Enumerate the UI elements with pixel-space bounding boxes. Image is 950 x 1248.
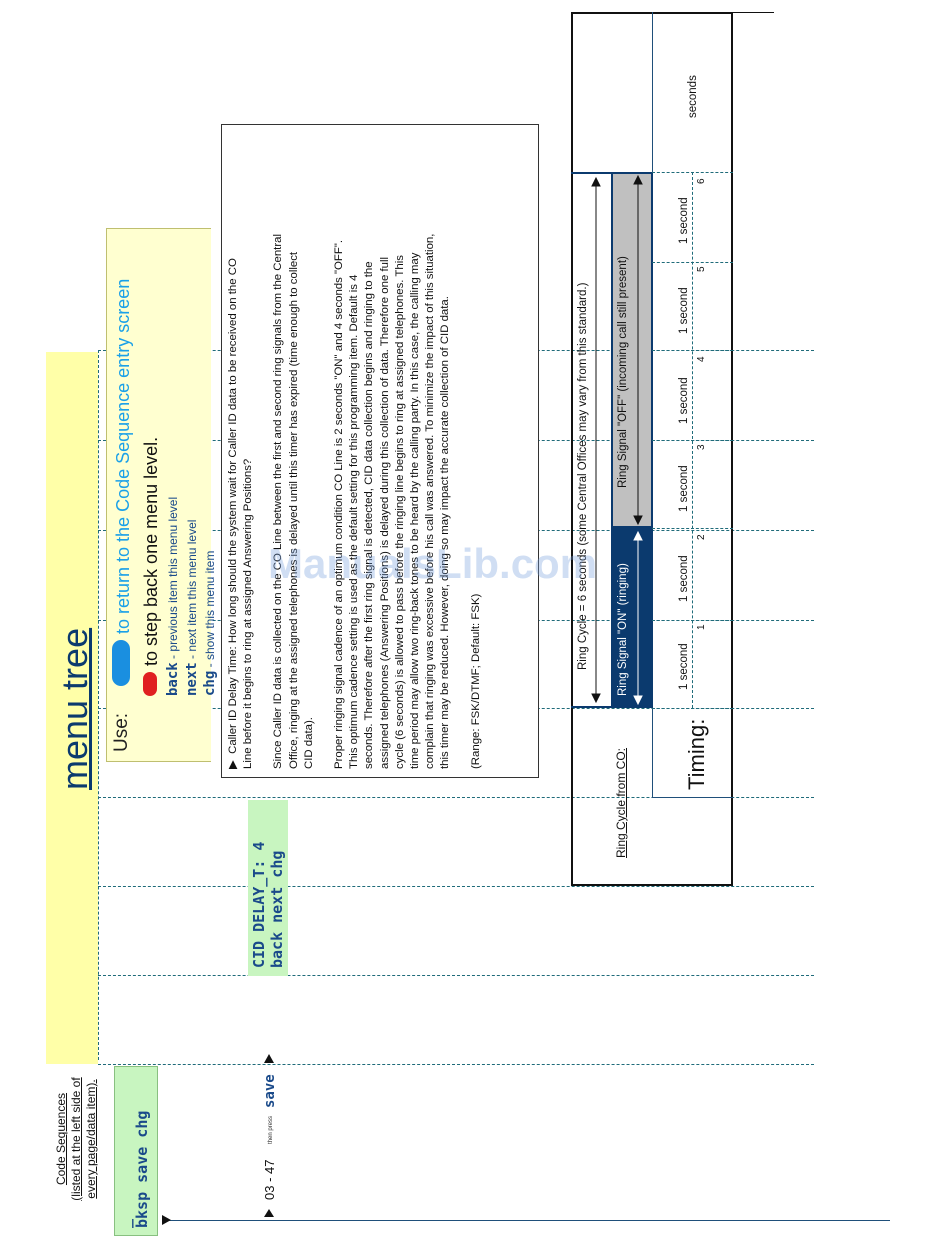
- seconds-label: seconds: [687, 75, 699, 118]
- description-line: seconds. Therefore after the first ring signal is detected, CID data collection begins and ringing to the: [363, 261, 376, 769]
- chg-key-hint: chg - show this menu item: [202, 550, 218, 696]
- back-key-hint: back - previous item this menu level: [165, 496, 181, 696]
- description-line: Proper ringing signal cadence of an optimum condition CO Line is 2 seconds "ON" and 4 seconds "OFF".: [333, 239, 346, 769]
- off-arrow-head-bottom: [634, 516, 642, 524]
- description-line: complain that ringing was excessive before his call was answered. To minimize the impact of this situation,: [424, 233, 437, 769]
- key-display-cursor: _: [116, 1218, 134, 1228]
- description-line: Since Caller ID data is collected on the CO Line between the first and second ring signals from the Central: [272, 233, 285, 769]
- menu-tree-title: menu tree: [54, 627, 95, 790]
- step-back-text: to step back one menu level.: [141, 436, 161, 666]
- description-line: time period may allow two ring-back tones to be heard by the calling party. In this case, the calling may: [409, 252, 422, 769]
- use-label: Use:: [111, 712, 132, 752]
- tick-label: 1 second: [678, 197, 690, 244]
- watermark: ManualsLib.com: [268, 540, 598, 587]
- code-sequences-label: Code Sequences (listed at the left side of every page/data item).: [54, 1077, 98, 1201]
- tick-number: 1: [696, 624, 707, 630]
- on-arrow-head-top: [634, 532, 642, 540]
- description-line: this timer may be reduced. However, doing so may impact the accurate collection of CID data.: [439, 296, 452, 769]
- range-text: (Range: FSK/DTMF; Default: FSK): [469, 593, 482, 769]
- next-key-hint: next - next item this menu level: [184, 519, 200, 696]
- description-line: CID data).: [302, 717, 315, 769]
- tick-label: 1 second: [678, 465, 690, 512]
- tick-number: 3: [696, 444, 707, 450]
- description-line: Office, ringing at the assigned telephones is delayed until this timer has expired (time enough to collect: [287, 251, 300, 769]
- tick-label: 1 second: [678, 643, 690, 690]
- tick-number: 2: [696, 534, 707, 540]
- description-line: This optimum cadence setting is used as the default setting for this programming item. Default is 4: [348, 274, 361, 769]
- cycle-text: Ring Cycle = 6 seconds (some Central Offices may vary from this standard.): [577, 282, 589, 670]
- tick-line: [652, 708, 733, 709]
- key-display-labels: bksp save chg: [133, 1110, 151, 1228]
- tick-label: 1 second: [678, 287, 690, 334]
- cycle-arrow-head-bottom: [592, 694, 600, 702]
- tick-number: 4: [696, 356, 707, 362]
- return-text: to return to the Code Sequence entry screen: [113, 278, 133, 634]
- tick-vline: [692, 172, 693, 708]
- save-key: save: [262, 1074, 278, 1108]
- timing-label: Timing:: [684, 718, 709, 790]
- cycle-arrow-head-top: [592, 178, 600, 186]
- ring-on-label: Ring Signal "ON" (ringing): [617, 563, 629, 696]
- description-line: cycle (6 seconds) is allowed to pass before the ringing line begins to ring at assigned telephones. This: [393, 255, 406, 769]
- description-line: ▶ Caller ID Delay Time: How long should the system wait for Caller ID data to be received on the CO: [227, 258, 239, 769]
- code-sequence: 03 - 47: [262, 1159, 277, 1200]
- lcd-line-2: back next chg: [268, 850, 286, 968]
- description-line: Line before it begins to ring at assigned Answering Positions?: [242, 458, 255, 769]
- on-arrow-head-bottom: [634, 696, 642, 704]
- tick-label: 1 second: [678, 377, 690, 424]
- tick-number: 5: [696, 266, 707, 272]
- description-line: assigned telephones (Answering Positions) is delayed during this collection of data. Therefore one full: [378, 256, 391, 769]
- off-arrow-head-top: [634, 176, 642, 184]
- lcd-line-1: CID DELAY_T: 4: [250, 841, 268, 968]
- tick-label: 1 second: [678, 555, 690, 602]
- then-press-label: then press: [268, 1115, 274, 1144]
- tick-number: 6: [696, 178, 707, 184]
- ring-off-label: Ring Signal "OFF" (incoming call still present): [617, 256, 629, 488]
- ring-cycle-label: Ring Cycle from CO:: [614, 747, 628, 858]
